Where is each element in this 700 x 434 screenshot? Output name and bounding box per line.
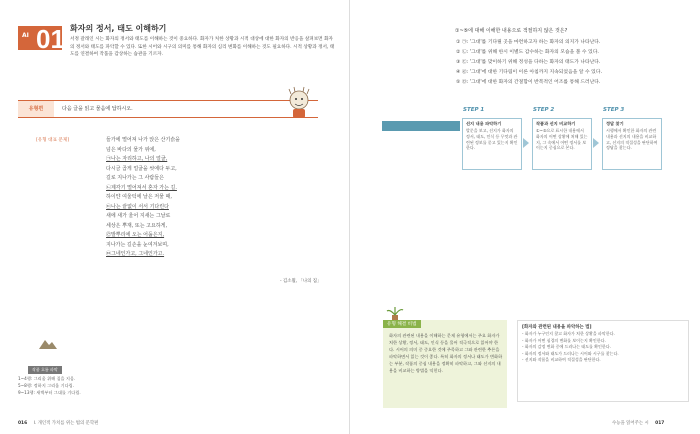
poem-line: ㉣발뿌리에 오는 어둡은지, — [106, 232, 165, 238]
note-line: - 화자가 누구인지 찾고 화자가 처한 상황을 파악한다. — [522, 331, 615, 336]
section-title: 화자의 정서, 태도 이해하기 — [70, 24, 167, 33]
type-label: 유형편 — [18, 101, 54, 117]
question-title: ①~⑤에 대해 이해한 내용으로 적절하지 않은 것은? — [455, 28, 568, 34]
poem-line: 다시금 곱게 얼굴을 씻에다 두고, — [106, 165, 177, 172]
step-1-body: 발문을 보고, 선지가 화자의 정서, 태도, 인식 등 무엇과 관련된 정보를 묻고 있는지 확인한다. — [466, 128, 518, 151]
note-line: - 화자의 감정 변화 중에 드러나는 태도를 확인한다. — [522, 344, 611, 350]
arrow-right-icon — [593, 138, 599, 148]
solve-guide-bar — [382, 121, 460, 138]
answer-choice[interactable]: ① ㉠: '그대'를 기다릴 곳을 마련하고자 하는 화자의 의지가 나타난다. — [456, 40, 601, 45]
page-number-right: 017 — [655, 421, 665, 426]
step-1-title: 선지 내용 파악하기 — [466, 121, 502, 126]
poem-text — [106, 136, 306, 260]
arrow-right-icon — [523, 138, 529, 148]
vocab-label: 작품 흐름 파악 — [28, 366, 62, 374]
step-3-head: STEP 3 — [603, 107, 625, 113]
footer-left — [18, 420, 98, 426]
poem-line: 넘은 바다의 물가 위에, — [106, 146, 156, 153]
poem-line: 지나가는 길손을 눈여겨보며, — [106, 241, 169, 248]
solve-guide-label: 문제 해결 길잡이 >>>> — [386, 133, 435, 138]
type-question: 다음 글을 읽고 물음에 답하시오. — [62, 106, 133, 112]
poem-tag: [유형 대표 문제] — [36, 138, 70, 143]
note-line: - 화자가 어떤 심경의 변화를 보이는지 확인한다. — [522, 337, 606, 343]
poem-line: ㉡제각기 떨어져서 혼자 가는 길. — [106, 184, 177, 191]
poem-line: 세상은 뿌재, 또는 고요하게, — [106, 222, 168, 229]
poem-line: 길로 지나가는 그 사람들은 — [106, 175, 164, 181]
footer-right-text: 수능을 읽어주는 시 — [612, 421, 649, 426]
badge-number: 01 — [36, 24, 65, 54]
vocab-line: 1~4행: 그리움 위해 집을 지음. — [18, 376, 76, 381]
poem-source: - 김소월, 「나의 집」 — [280, 279, 322, 284]
answer-choice[interactable]: ② ㉡: '그대'를 위해 한시 이별도 감수하는 화자의 모습을 볼 수 있다. — [456, 50, 599, 55]
explain-box — [383, 320, 507, 408]
page-number-left: 016 — [18, 421, 28, 426]
step-3-title: 정답 찾기 — [606, 121, 624, 126]
explain-label: 유형 해결 비법 — [383, 320, 421, 328]
type-bar — [18, 100, 318, 118]
step-2-card — [532, 107, 592, 170]
step-1-head: STEP 1 — [463, 107, 485, 113]
step-2-head: STEP 2 — [533, 107, 555, 113]
note-title: [화자와 관련된 내용을 파악하는 법] — [522, 325, 592, 330]
note-line: - 화자의 정서와 태도가 드러나는 시어와 시구를 찾는다. — [522, 350, 619, 356]
step-1-card — [462, 107, 522, 170]
poem-line: 하이얀 여울턱에 날은 저물 때, — [106, 194, 172, 200]
note-box — [517, 320, 689, 402]
poem-line: 새에 새가 울어 지새는 그날로 — [106, 213, 171, 219]
intro-paragraph: 서정 갈래인 시는 화자의 정서와 태도를 이해하는 것이 중요하다. 화자가 처한 상황과 시적 대상에 대한 화자의 반응을 살펴보면 화자의 정서와 태도를 파악할 수 있다. 또한 시어와 시구의 의미를 통해 화자의 심리 변화를 이해하는 것도 필요하다. 시적 상황과 정서, 태도를 연결하여 작품을 감상하는 습관을 기르자. — [70, 37, 335, 57]
answer-choice[interactable]: ④ ㉣: '그대'에 대한 기다림이 이른 아침까지 지속되었음을 알 수 있다. — [456, 70, 602, 75]
page-gutter — [349, 0, 350, 434]
note-line: - 선지와 작품을 비교하여 적절성을 판단한다. — [522, 357, 601, 363]
vocab-line: 9~13행: 새벽부터 그대를 기다림. — [18, 390, 81, 395]
step-3-card — [602, 107, 662, 170]
badge-prefix: AI — [22, 32, 29, 39]
section-badge — [18, 24, 65, 54]
answer-choice[interactable]: ⑤ ㉤: '그대'에 대한 화자의 간절함이 반복적인 어조를 통해 드러난다. — [456, 80, 601, 85]
mountain-icon — [38, 336, 58, 350]
poem-line: ㉢나는 끝없이 서서 기다린다 — [106, 203, 169, 210]
explain-text: 화자의 관련된 내용을 이해하는 문제 유형에서는 주요 화자가 처한 상황, 정서, 태도, 인식 등을 물어 적극적으로 읽어야 한다. 시어의 의미 중 중요한 것에 주목하고 그와 관련한 추론을 파악하면서 읽는 것이 좋다. 특히 화자의 정서나 태도가 변화하는 부분, 작품의 중심 내용을 정확히 파악하고, 그와 선지의 내용을 비교하는 방법을 익힌다. — [389, 333, 503, 373]
plant-icon — [384, 305, 406, 321]
poem-line: ㉠나는 자리하고, 나의 얼굴, — [106, 156, 168, 162]
vocab-box — [18, 356, 88, 396]
step-2-body: ①~⑤으로 표시한 내용에서 화자의 어떤 상황에 처해 있는지, 그 속에서 어떤 정서를 보이는지 중심으로 본다. — [536, 128, 588, 151]
answer-choice[interactable]: ③ ㉢: '그대'를 맞이하기 위해 정성을 다하는 화자의 태도가 나타난다. — [456, 60, 601, 65]
vocab-line: 5~8행: 정하지 그리움 기다림. — [18, 383, 75, 388]
footer-left-text: I. 개인적 가치를 위는 법의 문학편 — [33, 421, 99, 426]
poem-line: 들가에 떨어져 나가 앉은 산기슭을 — [106, 137, 180, 143]
poem-line: ㉤그네인가고, 그네인가고. — [106, 251, 165, 257]
step-3-body: 시행에서 확인한 화자의 관련 내용과 선지의 내용을 비교하고, 선지의 적절성을 판단하여 정답을 찾는다. — [606, 128, 658, 151]
mascot-icon — [282, 86, 316, 120]
answer-choices — [456, 38, 686, 88]
step-2-title: 작품과 선지 비교하기 — [536, 121, 576, 126]
footer-right — [612, 420, 664, 426]
